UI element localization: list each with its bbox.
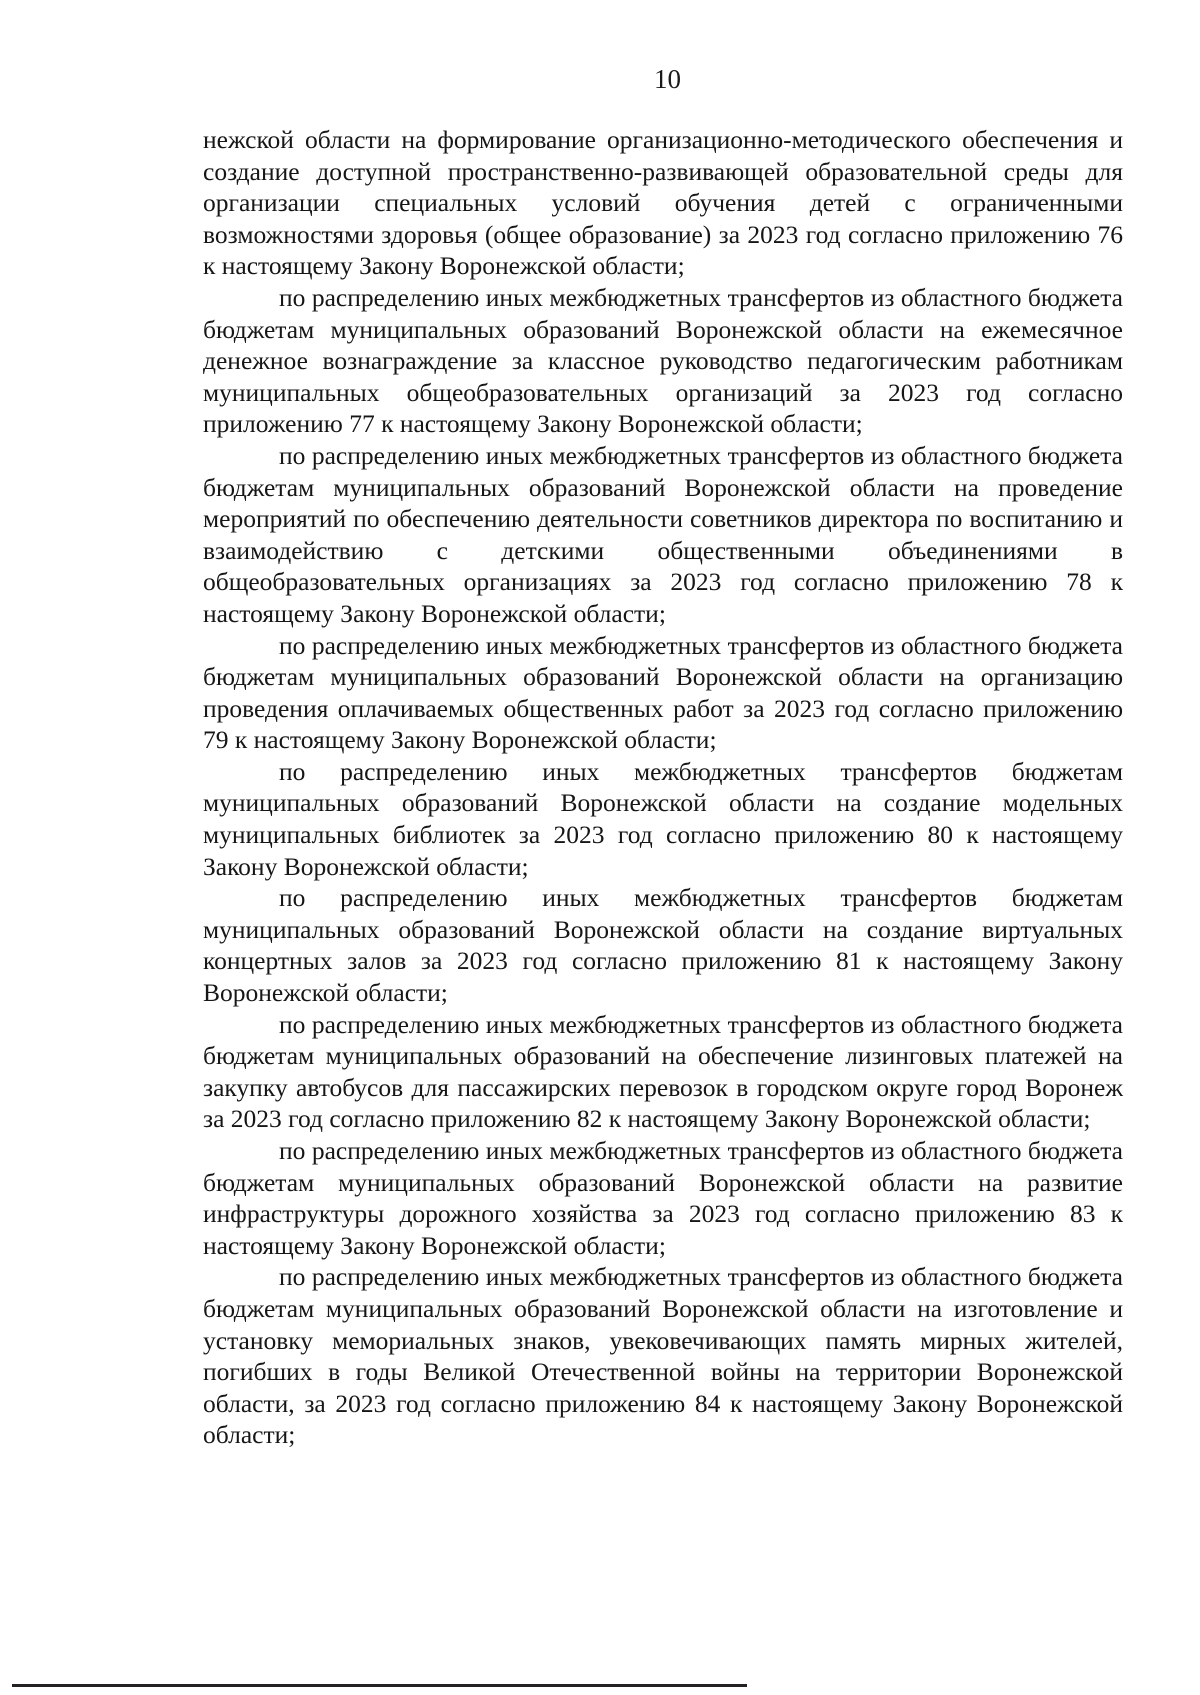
paragraph-continuation: нежской области на формирование организационно-методического обеспечения и создание доступной пространственно-развивающей образовательной среды для организации специальных условий обучения детей с ограниченными возможностями здоровья (общее образование) за 2023 год согласно приложению 76 к настоящему Закону Воронежской области; (203, 125, 1123, 281)
paragraph-appendix-79: по распределению иных межбюджетных трансфертов из областного бюджета бюджетам муниципальных образований Воронежской области на организацию проведения оплачиваемых общественных работ за 2023 год согласно приложению 79 к настоящему Закону Воронежской области; (203, 630, 1123, 755)
paragraph-appendix-78: по распределению иных межбюджетных трансфертов из областного бюджета бюджетам муниципальных образований Воронежской области на проведение мероприятий по обеспечению деятельности советников директора по воспитанию и взаимодействию с детскими общественными объединениями в общеобразовательных организациях за 2023 год согласно приложению 78 к настоящему Закону Воронежской области; (203, 440, 1123, 628)
footer-rule-line (12, 1684, 747, 1687)
document-body (203, 124, 1123, 1451)
paragraph-appendix-77: по распределению иных межбюджетных трансфертов из областного бюджета бюджетам муниципальных образований Воронежской области на ежемесячное денежное вознаграждение за классное руководство педагогическим работникам муниципальных общеобразовательных организаций за 2023 год согласно приложению 77 к настоящему Закону Воронежской области; (203, 282, 1123, 439)
paragraph-appendix-80: по распределению иных межбюджетных трансфертов бюджетам муниципальных образований Воронежской области на создание модельных муниципальных библиотек за 2023 год согласно приложению 80 к настоящему Закону Воронежской области; (203, 756, 1123, 881)
paragraph-appendix-84: по распределению иных межбюджетных трансфертов из областного бюджета бюджетам муниципальных образований Воронежской области на изготовление и установку мемориальных знаков, увековечивающих память мирных жителей, погибших в годы Великой Отечественной войны на территории Воронежской области, за 2023 год согласно приложению 84 к настоящему Закону Воронежской области; (203, 1262, 1123, 1450)
paragraph-appendix-83: по распределению иных межбюджетных трансфертов из областного бюджета бюджетам муниципальных образований Воронежской области на развитие инфраструктуры дорожного хозяйства за 2023 год согласно приложению 83 к настоящему Закону Воронежской области; (203, 1136, 1123, 1260)
page-number: 10 (654, 64, 681, 94)
paragraph-appendix-82: по распределению иных межбюджетных трансфертов из областного бюджета бюджетам муниципальных образований на обеспечение лизинговых платежей на закупку автобусов для пассажирских перевозок в городском округе город Воронеж за 2023 год согласно приложению 82 к настоящему Закону Воронежской области; (203, 1009, 1123, 1134)
paragraph-appendix-81: по распределению иных межбюджетных трансфертов бюджетам муниципальных образований Воронежской области на создание виртуальных концертных залов за 2023 год согласно приложению 81 к настоящему Закону Воронежской области; (203, 883, 1123, 1008)
